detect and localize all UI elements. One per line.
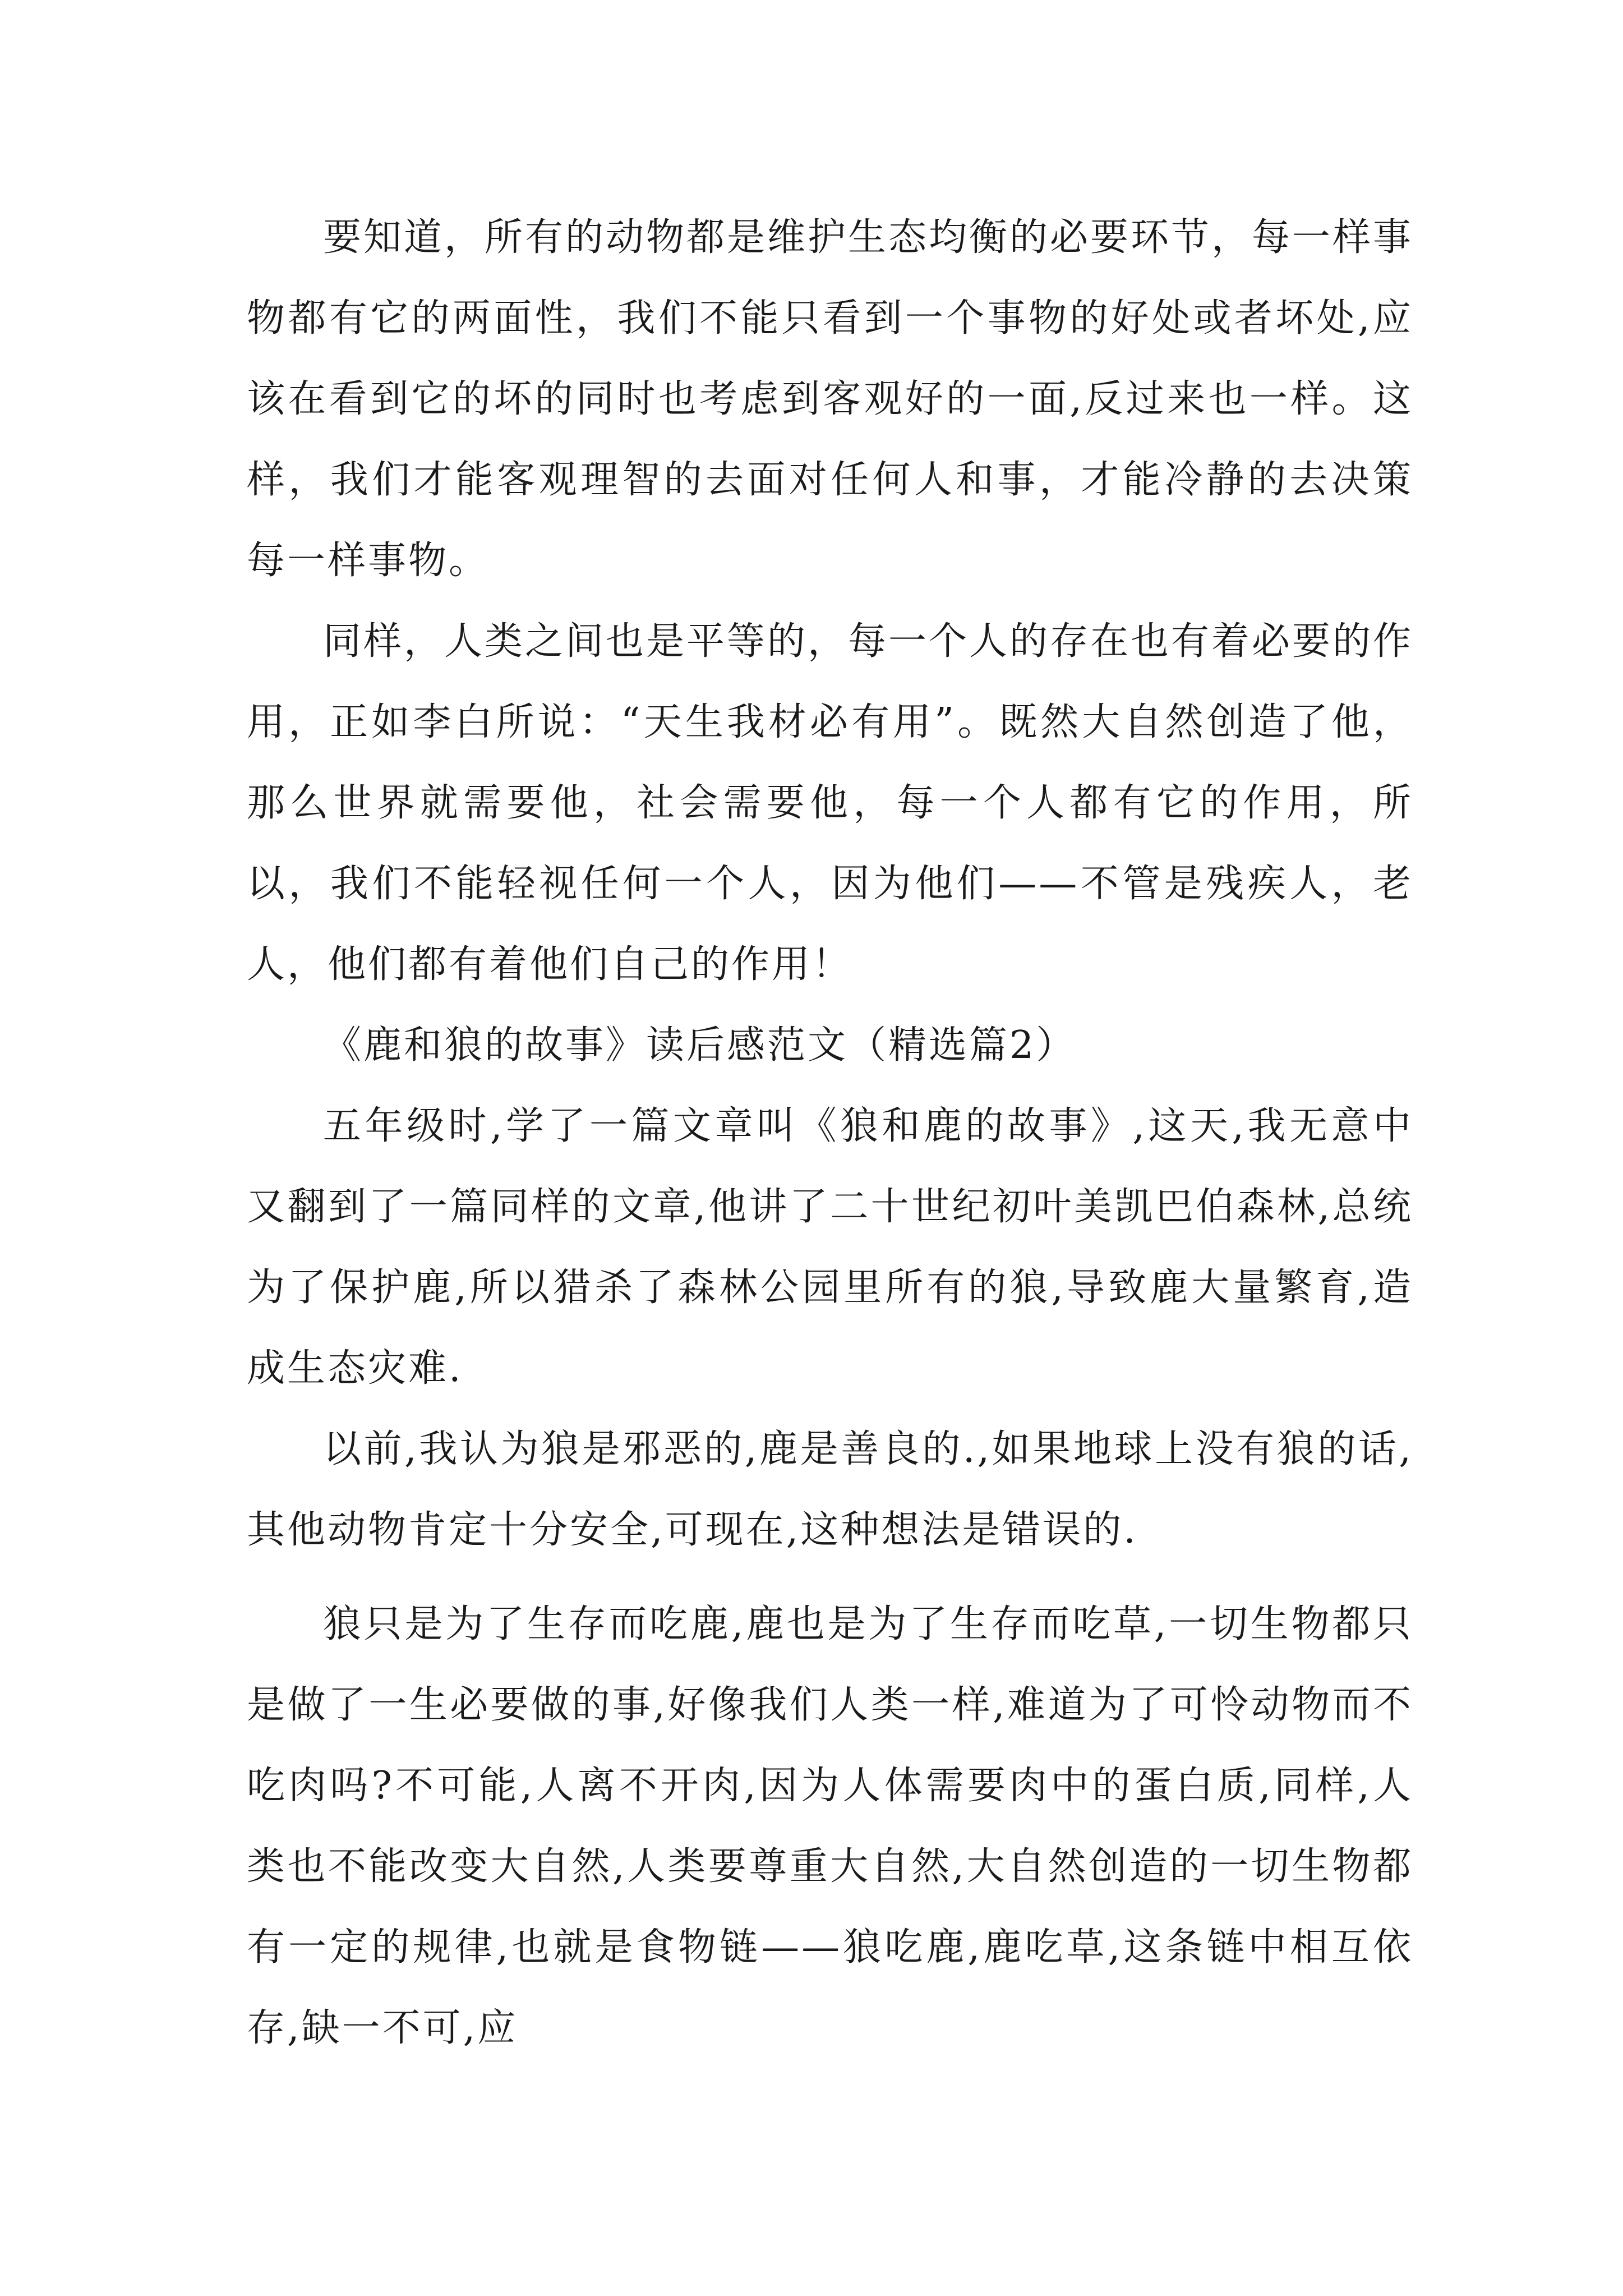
paragraph-former-view: 以前,我认为狼是邪恶的,鹿是善良的.,如果地球上没有狼的话,其他动物肯定十分安全,可现在,这种想法是错误的. bbox=[247, 1427, 1413, 1552]
article-body bbox=[247, 197, 1413, 2069]
paragraph-food-chain: 狼只是为了生存而吃鹿,鹿也是为了生存而吃草,一切生物都只是做了一生必要做的事,好像我们人类一样,难道为了可怜动物而不吃肉吗?不可能,人离不开肉,因为人体需要肉中的蛋白质,同样,人类也不能改变大自然,人类要尊重大自然,大自然创造的一切生物都有一定的规律,也就是食物链——狼吃鹿,鹿吃草,这条链中相互依存,缺一不可,应 bbox=[247, 1602, 1413, 2050]
section-heading: 《鹿和狼的故事》读后感范文（精选篇2） bbox=[323, 1023, 1077, 1068]
paragraph-ecological-balance: 要知道，所有的动物都是维护生态均衡的必要环节，每一样事物都有它的两面性，我们不能只看到一个事物的好处或者坏处,应该在看到它的坏的同时也考虑到客观好的一面,反过来也一样。这样，我们才能客观理智的去面对任何人和事，才能冷静的去决策每一样事物。 bbox=[247, 215, 1414, 583]
paragraph-equality: 同样，人类之间也是平等的，每一个人的存在也有着必要的作用，正如李白所说：“天生我材必有用”。既然大自然创造了他，那么世界就需要他，社会需要他，每一个人都有它的作用，所以，我们不能轻视任何一个人，因为他们——不管是残疾人，老人，他们都有着他们自己的作用！ bbox=[247, 619, 1414, 987]
paragraph-story-summary: 五年级时,学了一篇文章叫《狼和鹿的故事》,这天,我无意中又翻到了一篇同样的文章,他讲了二十世纪初叶美凯巴伯森林,总统为了保护鹿,所以猎杀了森林公园里所有的狼,导致鹿大量繁育,造成生态灾难. bbox=[247, 1104, 1413, 1391]
